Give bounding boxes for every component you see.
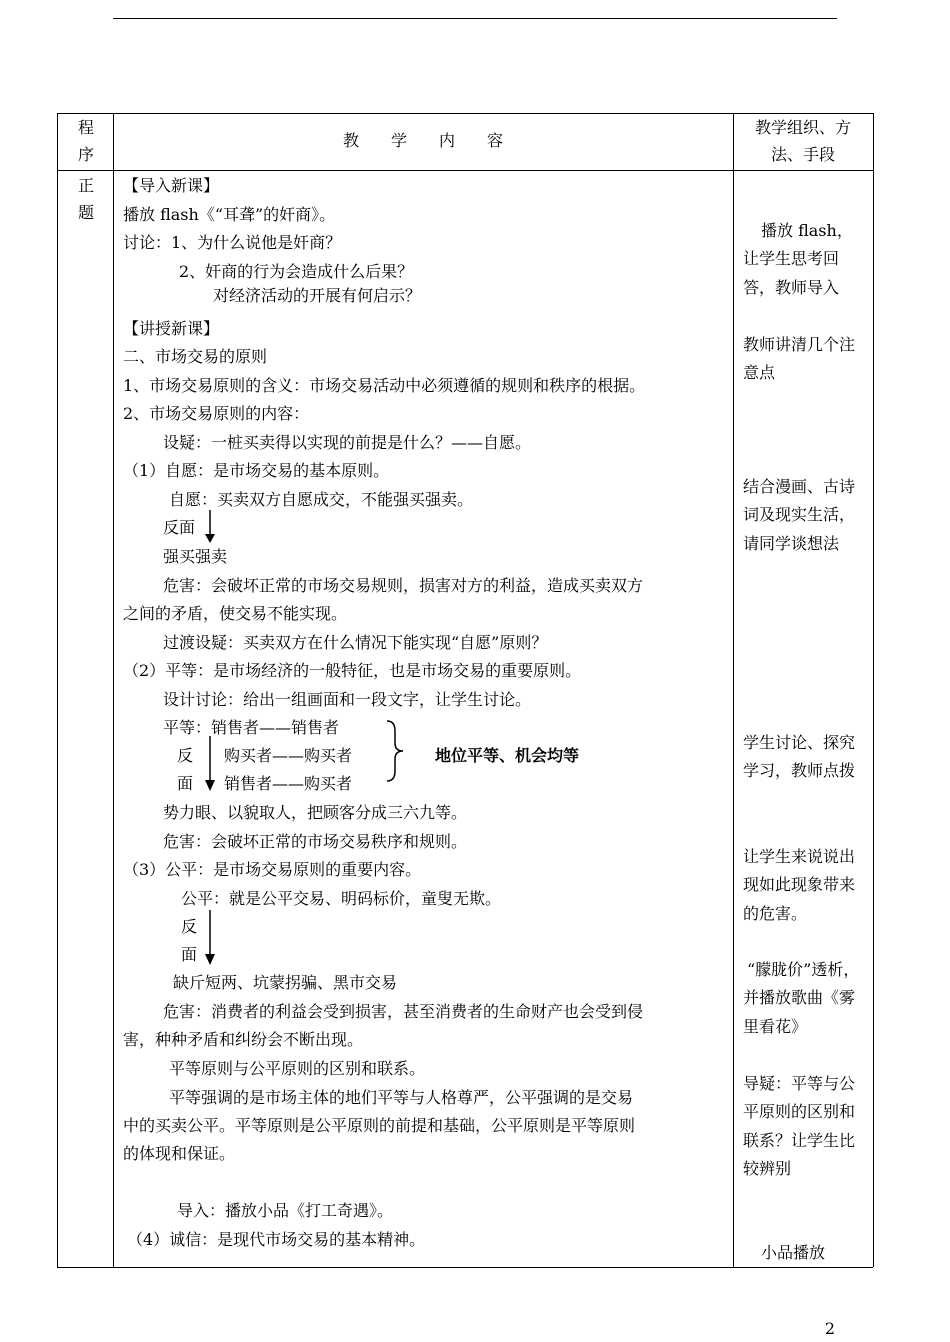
content-line: 危害：消费者的利益会受到损害，甚至消费者的生命财产也会受到侵 xyxy=(163,1002,644,1021)
content-line: 2、市场交易原则的内容： xyxy=(123,404,310,423)
content-line: 强买强卖 xyxy=(163,547,228,566)
header-col-method: 教学组织、方法、手段 xyxy=(754,118,851,164)
content-line: （2）平等：是市场经济的一般特征，也是市场交易的重要原则。 xyxy=(123,661,582,680)
content-line: 过渡设疑：买卖双方在什么情况下能实现“自愿”原则？ xyxy=(163,633,548,652)
note-item: 导疑：平等与公平原则的区别和联系？让学生比较辨别 xyxy=(743,1074,856,1178)
note-item: 让学生来说说出现如此现象带来的危害。 xyxy=(743,847,856,923)
content-line: 讨论：1、为什么说他是奸商？ xyxy=(123,233,342,252)
content-line: 【导入新课】 xyxy=(123,176,220,195)
content-line: 设疑：一桩买卖得以实现的前提是什么？——自愿。 xyxy=(163,433,532,452)
content-line: 的体现和保证。 xyxy=(123,1144,236,1163)
content-line: 危害：会破坏正常的市场交易秩序和规则。 xyxy=(163,832,468,851)
content-line: 平等强调的是市场主体的地们平等与人格尊严，公平强调的是交易 xyxy=(169,1088,634,1107)
arrow-down-icon xyxy=(204,910,216,966)
content-line: 面 xyxy=(177,774,194,793)
content-line: 反 xyxy=(177,746,194,765)
header-col-procedure: 程序 xyxy=(77,118,94,164)
arrow-down-icon xyxy=(204,736,216,792)
content-line: 平等原则与公平原则的区别和联系。 xyxy=(169,1059,426,1078)
content-line: 销售者——购买者 xyxy=(224,774,353,793)
content-line: 二、市场交易的原则 xyxy=(123,347,268,366)
content-line: 导入：播放小品《打工奇遇》。 xyxy=(177,1201,394,1220)
content-line: 危害：会破坏正常的市场交易规则，损害对方的利益，造成买卖双方 xyxy=(163,576,644,595)
content-line: 面 xyxy=(181,945,198,964)
content-line: 播放 flash《“耳聋”的奸商》。 xyxy=(123,205,336,224)
note-item: 学生讨论、探究学习，教师点拨 xyxy=(743,733,856,781)
arrow-down-icon xyxy=(204,510,216,544)
content-line: 对经济活动的开展有何启示？ xyxy=(213,286,422,305)
content-line: 平等：销售者——销售者 xyxy=(163,718,340,737)
content-line: 公平：就是公平交易、明码标价，童叟无欺。 xyxy=(181,889,502,908)
right-brace-icon xyxy=(385,719,405,783)
content-line: （4）诚信：是现代市场交易的基本精神。 xyxy=(127,1230,426,1249)
header-col-content: 教 学 内 容 xyxy=(342,131,503,150)
content-line: 1、市场交易原则的含义：市场交易活动中必须遵循的规则和秩序的根据。 xyxy=(123,376,646,395)
content-line: 设计讨论：给出一组画面和一段文字，让学生讨论。 xyxy=(163,690,532,709)
header-rule xyxy=(113,18,837,19)
page-number: 2 xyxy=(824,1319,835,1338)
procedure-label: 正题 xyxy=(77,176,94,222)
note-item: 结合漫画、古诗词及现实生活，请同学谈想法 xyxy=(743,477,856,553)
content-line: 中的买卖公平。平等原则是公平原则的前提和基础，公平原则是平等原则 xyxy=(123,1116,636,1135)
content-line: 之间的矛盾，使交易不能实现。 xyxy=(123,604,348,623)
note-item: 播放 flash，让学生思考回答，教师导入 xyxy=(743,221,853,297)
content-line: 反 xyxy=(181,917,198,936)
content-line: 害，种种矛盾和纠纷会不断出现。 xyxy=(123,1030,364,1049)
content-line: 反面 xyxy=(163,518,196,537)
note-item: 教师讲清几个注意点 xyxy=(743,335,856,383)
content-line: （1）自愿：是市场交易的基本原则。 xyxy=(123,461,390,480)
note-item: “朦胧价”透析，并播放歌曲《雾里看花》 xyxy=(743,960,860,1036)
note-item: 小品播放 xyxy=(761,1243,826,1262)
content-line: 购买者——购买者 xyxy=(224,746,353,765)
content-line: 势力眼、以貌取人，把顾客分成三六九等。 xyxy=(163,803,468,822)
lesson-table xyxy=(57,113,873,1267)
content-line: 缺斤短两、坑蒙拐骗、黑市交易 xyxy=(173,973,398,992)
content-line: 【讲授新课】 xyxy=(123,319,220,338)
content-line: （3）公平：是市场交易原则的重要内容。 xyxy=(123,860,422,879)
content-highlight: 地位平等、机会均等 xyxy=(435,746,580,765)
content-line: 2、奸商的行为会造成什么后果？ xyxy=(179,262,414,281)
content-line: 自愿：买卖双方自愿成交，不能强买强卖。 xyxy=(169,490,474,509)
